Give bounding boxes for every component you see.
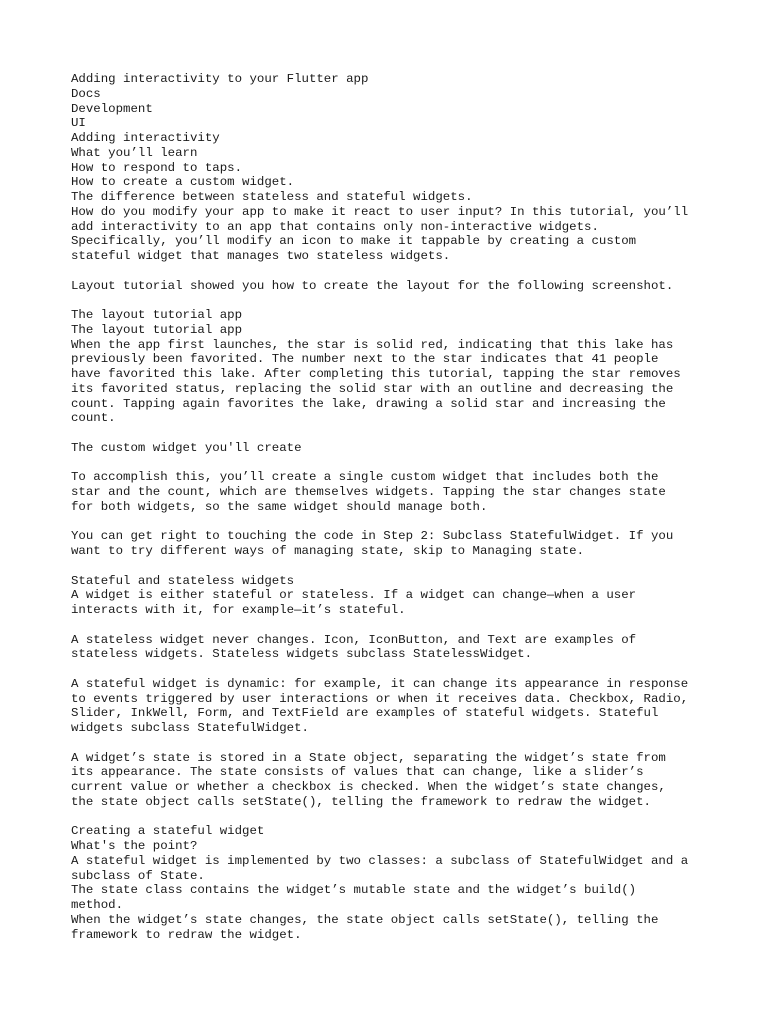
text-line: What's the point? bbox=[71, 839, 198, 853]
text-line: When the widget’s state changes, the state object calls setState(), telling the bbox=[71, 912, 659, 927]
text-line: count. bbox=[71, 411, 116, 426]
text-line bbox=[71, 736, 761, 751]
text-line: A stateful widget is dynamic: for example, it can change its appearance in response bbox=[71, 676, 689, 691]
text-line: stateless widgets. Stateless widgets subclass StatelessWidget. bbox=[71, 647, 533, 662]
text-line: When the app first launches, the star is solid red, indicating that this lake has bbox=[71, 337, 674, 352]
text-line: its appearance. The state consists of values that can change, like a slider’s bbox=[71, 765, 644, 780]
document-body bbox=[71, 72, 761, 942]
text-line: A widget is either stateful or stateless. If a widget can change—when a user bbox=[71, 588, 637, 603]
text-line: previously been favorited. The number next to the star indicates that 41 people bbox=[71, 352, 659, 367]
text-line: To accomplish this, you’ll create a single custom widget that includes both the bbox=[71, 470, 659, 485]
text-line: Development bbox=[71, 101, 153, 116]
text-line: Slider, InkWell, Form, and TextField are examples of stateful widgets. Stateful bbox=[71, 706, 659, 721]
text-line bbox=[71, 293, 761, 308]
text-line bbox=[71, 426, 761, 441]
text-line: A stateful widget is implemented by two classes: a subclass of StatefulWidget and a bbox=[71, 853, 689, 868]
text-line: stateful widget that manages two stateless widgets. bbox=[71, 249, 451, 263]
text-line bbox=[71, 810, 761, 825]
text-line: want to try different ways of managing state, skip to Managing state. bbox=[71, 544, 585, 558]
text-line: the state object calls setState(), telling the framework to redraw the widget. bbox=[71, 794, 651, 809]
text-line: UI bbox=[71, 116, 86, 131]
text-line: A stateless widget never changes. Icon, IconButton, and Text are examples of bbox=[71, 632, 637, 647]
text-line: What you’ll learn bbox=[71, 145, 198, 160]
text-line: The difference between stateless and stateful widgets. bbox=[71, 190, 473, 204]
text-line: Layout tutorial showed you how to create the layout for the following screenshot. bbox=[71, 278, 674, 293]
text-line: for both widgets, so the same widget should manage both. bbox=[71, 499, 488, 514]
text-line: to events triggered by user interactions or when it receives data. Checkbox, Radio, bbox=[71, 691, 689, 706]
text-line: How do you modify your app to make it react to user input? In this tutorial, you’ll bbox=[71, 204, 689, 219]
text-line: Stateful and stateless widgets bbox=[71, 573, 295, 588]
text-line: have favorited this lake. After completing this tutorial, tapping the star removes bbox=[71, 367, 681, 381]
text-line: The layout tutorial app bbox=[71, 308, 243, 322]
text-line bbox=[71, 515, 761, 530]
text-line: star and the count, which are themselves widgets. Tapping the star changes state bbox=[71, 485, 666, 499]
text-line: count. Tapping again favorites the lake, drawing a solid star and increasing the bbox=[71, 396, 666, 411]
text-line: How to create a custom widget. bbox=[71, 175, 295, 190]
text-line: current value or whether a checkbox is checked. When the widget’s state changes, bbox=[71, 780, 666, 794]
text-line: subclass of State. bbox=[71, 868, 205, 883]
text-line: Docs bbox=[71, 86, 101, 101]
text-line bbox=[71, 662, 761, 677]
text-line bbox=[71, 264, 761, 279]
text-line: interacts with it, for example—it’s stateful. bbox=[71, 603, 406, 617]
text-line: framework to redraw the widget. bbox=[71, 927, 302, 942]
text-line: How to respond to taps. bbox=[71, 160, 243, 175]
text-line bbox=[71, 618, 761, 633]
text-line: The layout tutorial app bbox=[71, 322, 243, 337]
text-line bbox=[71, 456, 761, 471]
text-line bbox=[71, 559, 761, 574]
text-line: widgets subclass StatefulWidget. bbox=[71, 721, 309, 735]
text-line: its favorited status, replacing the solid star with an outline and decreasing the bbox=[71, 381, 674, 396]
text-line: Creating a stateful widget bbox=[71, 824, 265, 839]
text-line: A widget’s state is stored in a State object, separating the widget’s state from bbox=[71, 750, 666, 765]
text-line: method. bbox=[71, 898, 124, 912]
text-line: The custom widget you'll create bbox=[71, 440, 302, 455]
text-line: Adding interactivity bbox=[71, 131, 220, 145]
text-line: Specifically, you’ll modify an icon to make it tappable by creating a custom bbox=[71, 234, 637, 249]
text-line: add interactivity to an app that contains only non-interactive widgets. bbox=[71, 219, 599, 234]
text-line: You can get right to touching the code in Step 2: Subclass StatefulWidget. If you bbox=[71, 529, 674, 544]
text-line: The state class contains the widget’s mutable state and the widget’s build() bbox=[71, 883, 637, 898]
text-line: Adding interactivity to your Flutter app bbox=[71, 72, 369, 86]
